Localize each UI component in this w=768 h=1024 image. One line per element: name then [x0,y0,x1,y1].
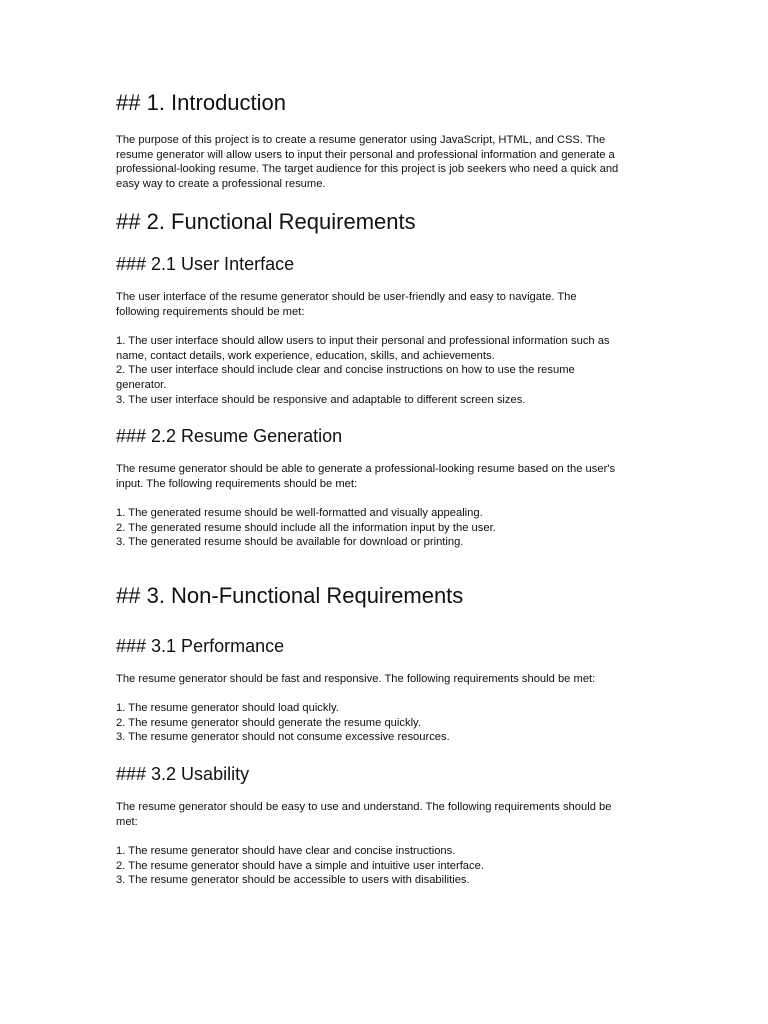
text-line: professional-looking resume. The target audience for this project is job seekers who need a quick and [116,163,619,176]
list-item: 3. The generated resume should be available for download or printing. [116,536,464,549]
list-item: 1. The resume generator should load quickly. [116,702,339,714]
paragraph-performance-intro [116,672,595,687]
text-line: The resume generator should be fast and responsive. The following requirements should be met: [116,673,596,685]
heading-usability: ### 3.2 Usability [116,764,250,784]
list-item: 1. The generated resume should be well-formatted and visually appealing. [116,507,483,519]
heading-performance: ### 3.1 Performance [116,636,285,656]
text-line: resume generator will allow users to input their personal and professional information and generate a [116,148,615,161]
heading-non-functional-requirements: ## 3. Non-Functional Requirements [116,583,464,608]
list-item: 3. The resume generator should not consume excessive resources. [116,731,450,744]
list-item: 1. The user interface should allow users to input their personal and professional information such as [116,335,610,347]
list-item: 2. The user interface should include clear and concise instructions on how to use the resume [116,364,575,377]
text-line: input. The following requirements should be met: [116,477,358,490]
text-line: The resume generator should be easy to use and understand. The following requirements should be [116,801,612,813]
list-item: 1. The resume generator should have clear and concise instructions. [116,845,456,857]
list-user-interface-requirements [116,334,610,408]
list-item: 3. The resume generator should be accessible to users with disabilities. [116,874,470,887]
list-resume-generation-requirements [116,506,496,550]
text-line: The purpose of this project is to create a resume generator using JavaScript, HTML, and CSS. The [116,134,606,146]
list-performance-requirements [116,701,450,745]
text-line: met: [116,815,138,828]
text-line: The resume generator should be able to generate a professional-looking resume based on the user's [116,463,616,475]
list-item: 3. The user interface should be responsive and adaptable to different screen sizes. [116,393,526,406]
list-item: 2. The resume generator should generate the resume quickly. [116,716,421,729]
list-usability-requirements [116,844,484,888]
list-item: 2. The resume generator should have a simple and intuitive user interface. [116,859,484,872]
paragraph-user-interface-intro [116,290,577,319]
text-line: easy way to create a professional resume. [116,178,326,191]
paragraph-resume-generation-intro [116,462,615,491]
paragraph-introduction [116,133,618,192]
heading-functional-requirements: ## 2. Functional Requirements [116,209,416,234]
text-line: following requirements should be met: [116,305,305,318]
heading-resume-generation: ### 2.2 Resume Generation [116,426,343,446]
heading-user-interface: ### 2.1 User Interface [116,254,295,274]
text-line: The user interface of the resume generator should be user-friendly and easy to navigate. The [116,291,577,303]
list-item: name, contact details, work experience, education, skills, and achievements. [116,349,495,362]
paragraph-usability-intro [116,800,611,829]
heading-introduction: ## 1. Introduction [116,90,287,115]
list-item: generator. [116,379,167,392]
list-item: 2. The generated resume should include all the information input by the user. [116,521,496,534]
